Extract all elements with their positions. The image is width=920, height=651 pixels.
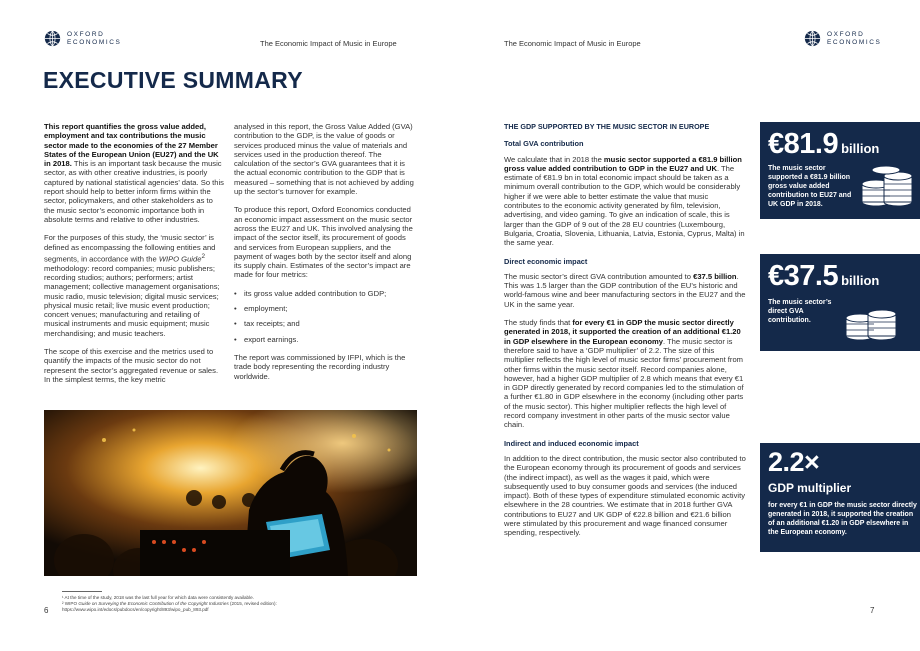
total-a: We calculate that in 2018 the xyxy=(504,154,604,164)
footnote-1: ¹ At the time of the study, 2018 was the last full year for which data were consistently available. xyxy=(62,595,254,600)
stat-unit: billion xyxy=(841,141,880,156)
multiplier-paragraph xyxy=(504,318,746,430)
stat-number: €81.9 xyxy=(768,128,839,160)
intro-paragraph xyxy=(44,122,224,224)
stat-number: 2.2× xyxy=(768,447,820,477)
globe-icon xyxy=(44,30,61,47)
commission-paragraph: The report was commissioned by IFPI, which is the trade body representing the recording industry worldwide. xyxy=(234,352,406,381)
page-number-right: 7 xyxy=(870,606,875,615)
stat-value xyxy=(768,128,879,161)
page-number-left: 6 xyxy=(44,606,49,615)
indirect-impact-paragraph: In addition to the direct contribution, the music sector also contributed to the European economy through its procurement of goods and services (the indirect impact), as well as the wages it paid, which were subsequently used to buy consumer goods and services (the induced impact). Both of these types of expenditure stimulated economic activity elsewhere in the 28 countries. We estimate that in 2018 further GVA contributions to EU27 and UK GDP of €22.8 billion and €21.6 billion were stimulated by this procurement and wage financed consumer spending, respectively. xyxy=(504,453,746,538)
total-gva-heading: Total GVA contribution xyxy=(504,139,584,149)
stat-unit: GDP multiplier xyxy=(768,481,852,495)
footnote-2-em: Guide on Surveying the Economic Contribution of the Copyright Industries xyxy=(78,601,229,606)
total-gva-paragraph xyxy=(504,155,746,248)
stat-value xyxy=(768,447,819,478)
section-heading: THE GDP SUPPORTED BY THE MUSIC SECTOR IN EUROPE xyxy=(504,122,710,131)
list-item: • tax receipts; and xyxy=(234,319,414,328)
stat-unit: billion xyxy=(841,273,880,288)
definition-paragraph: For the purposes of this study, the ‘music sector’ is defined as encompassing the following entities and segments, in accordance with the WIPO Guide$^2$ methodology: record companies; music publishers; recording studios; authors; performers; artist management; collective management organisations; music radio, music television; digital music services; physical music retail; live music event production; concert venues; manufacturing and retailing of musical instruments and music equipment; music merchandising; and music teachers. xyxy=(44,233,220,338)
oxford-economics-logo-right xyxy=(804,30,882,47)
globe-icon xyxy=(804,30,821,47)
running-header-right: The Economic Impact of Music in Europe xyxy=(504,39,641,48)
definition-b: methodology: record companies; music publishers; recording studios; authors; performers; artist management; collective management organisations; music radio, music television; digital music services; physical music retail; live music event production; concert venues; manufacturing and retailing of musical instruments and music equipment; music merchandising; and music teachers. xyxy=(44,263,220,338)
left-column-2 xyxy=(234,122,414,390)
footnote-rule xyxy=(62,591,102,592)
list-item: • employment; xyxy=(234,304,414,313)
oxford-economics-logo xyxy=(44,30,122,47)
intro-rest: This is an important task because the music sector, as with other creative industries, is poorly captured by national statistical agencies’ data. So this report should help to better inform firms within the sector, policymakers, and other stakeholders as to the music sector’s economic importance both in absolute terms and relative to other industries. xyxy=(44,159,224,224)
coin-stack-icon xyxy=(844,298,900,342)
running-header-left: The Economic Impact of Music in Europe xyxy=(260,39,397,48)
list-item: • export earnings. xyxy=(234,335,414,344)
stat-box-total-gva xyxy=(760,122,920,219)
footnote-2 xyxy=(62,601,422,613)
definition-a: For the purposes of this study, the ‘music sector’ is defined as encompassing the following entities and segments, in accordance with the xyxy=(44,233,216,264)
metrics-list xyxy=(234,289,414,344)
total-b: . The estimate of €81.9 bn in total economic impact should be taken as a minimum overall contribution to the GDP, which would be considerably higher if we were able to better estimate the value that music contributes to the economic activity generated by film, television, advertising, and video gaming. To give an indication of scale, this is larger than the GDP of 9 out of the 28 EU countries (Luxembourg, Bulgaria, Croatia, Slovenia, Lithuania, Latvia, Estonia, Cyprus, Malta) in the same year. xyxy=(504,163,745,248)
logo-line1: OXFORD xyxy=(67,30,105,38)
direct-bold: €37.5 billion xyxy=(693,271,737,281)
scope-paragraph: The scope of this exercise and the metrics used to quantify the impacts of the music sector do not represent the sector’s aggregated revenue or sales. In the simplest terms, the key metric xyxy=(44,347,219,384)
right-column xyxy=(504,122,746,547)
stat-description: The music sector’s direct GVA contribution. xyxy=(768,299,832,324)
footnote-2-a: ² WIPO xyxy=(62,601,79,606)
stat-box-multiplier xyxy=(760,443,920,552)
direct-impact-heading: Direct economic impact xyxy=(504,256,588,266)
total-bold: music sector supported a €81.9 billion gross value added contribution to GDP in the EU27 and UK xyxy=(504,154,742,173)
left-column-1 xyxy=(44,122,224,393)
stat-description: The music sector supported a €81.9 billion gross value added contribution to EU27 and UK GDP in 2018. xyxy=(768,165,852,208)
logo-line2: ECONOMICS xyxy=(67,38,122,46)
stat-number: €37.5 xyxy=(768,260,839,292)
mult-a: The study finds that xyxy=(504,318,573,328)
mult-b: . The music sector is therefore said to have a ‘GDP multiplier’ of 2.2. The size of this multiplier reflects the high level of music sector firms’ procurement from other firms within the music sector itself. Record companies alone, however, had a higher GDP multiplier of 2.8 which means that every €1 in GDP directly generated by record companies led to the stimulation of a further €1.80 in GDP elsewhere in the economy (including other parts of the music sector). This higher multiplier reflects the high level of record company investment in other parts of the music sector value chain. xyxy=(504,336,744,430)
gva-paragraph: analysed in this report, the Gross Value Added (GVA) contribution to the GDP, is the value of goods or services produced minus the value of materials and services used in the production thereof. The calculation of the sector’s GVA guarantees that it is the actual economic contribution to the GDP that is measured – something that is not achieved by adding up the sector’s turnover for example. xyxy=(234,122,414,197)
footnote-2-b: (2015, revised edition): https://www.wipo.int/edocs/pubdocs/en/copyright/893/wipo_pub_893.pdf xyxy=(62,601,277,612)
indirect-impact-heading: Indirect and induced economic impact xyxy=(504,438,639,448)
direct-impact-paragraph xyxy=(504,272,746,309)
page-title: EXECUTIVE SUMMARY xyxy=(43,67,303,93)
stat-description: for every €1 in GDP the music sector directly generated in 2018, it supported the creation of an additional €1.20 in GDP elsewhere in the European economy. xyxy=(768,502,917,536)
intro-bold: This report quantifies the gross value added, employment and tax contributions the music sector made to the economies of the 27 Member States of the European Union (EU27) and the UK in 2018. xyxy=(44,122,219,169)
logo-line2: ECONOMICS xyxy=(827,38,882,46)
direct-a: The music sector’s direct GVA contribution amounted to xyxy=(504,271,694,281)
dj-photo xyxy=(44,410,417,576)
logo-line1: OXFORD xyxy=(827,30,865,38)
stat-value xyxy=(768,260,879,293)
direct-b: . This was 1.5 larger than the GDP contribution of the EU’s historic and world-famous wine and beer manufacturing sectors in the EU27 and the UK in the same year. xyxy=(504,271,746,309)
definition-em: WIPO Guide xyxy=(158,254,202,264)
list-item: • its gross value added contribution to GDP; xyxy=(234,289,414,298)
stat-box-direct-gva xyxy=(760,254,920,351)
mult-bold: for every €1 in GDP the music sector directly generated in 2018, it supported the creation of an additional €1.20 in GDP elsewhere in the European economy xyxy=(504,318,741,346)
method-paragraph: To produce this report, Oxford Economics conducted an economic impact assessment on the music sector across the EU27 and UK. This involved analysing the impact of the sector itself, its procurement of goods and services from European suppliers, and the payment of wages both by the sector itself and along its supply chain. Estimates of the sector’s impact are made for four metrics: xyxy=(234,205,413,280)
coin-stack-icon xyxy=(858,162,914,208)
